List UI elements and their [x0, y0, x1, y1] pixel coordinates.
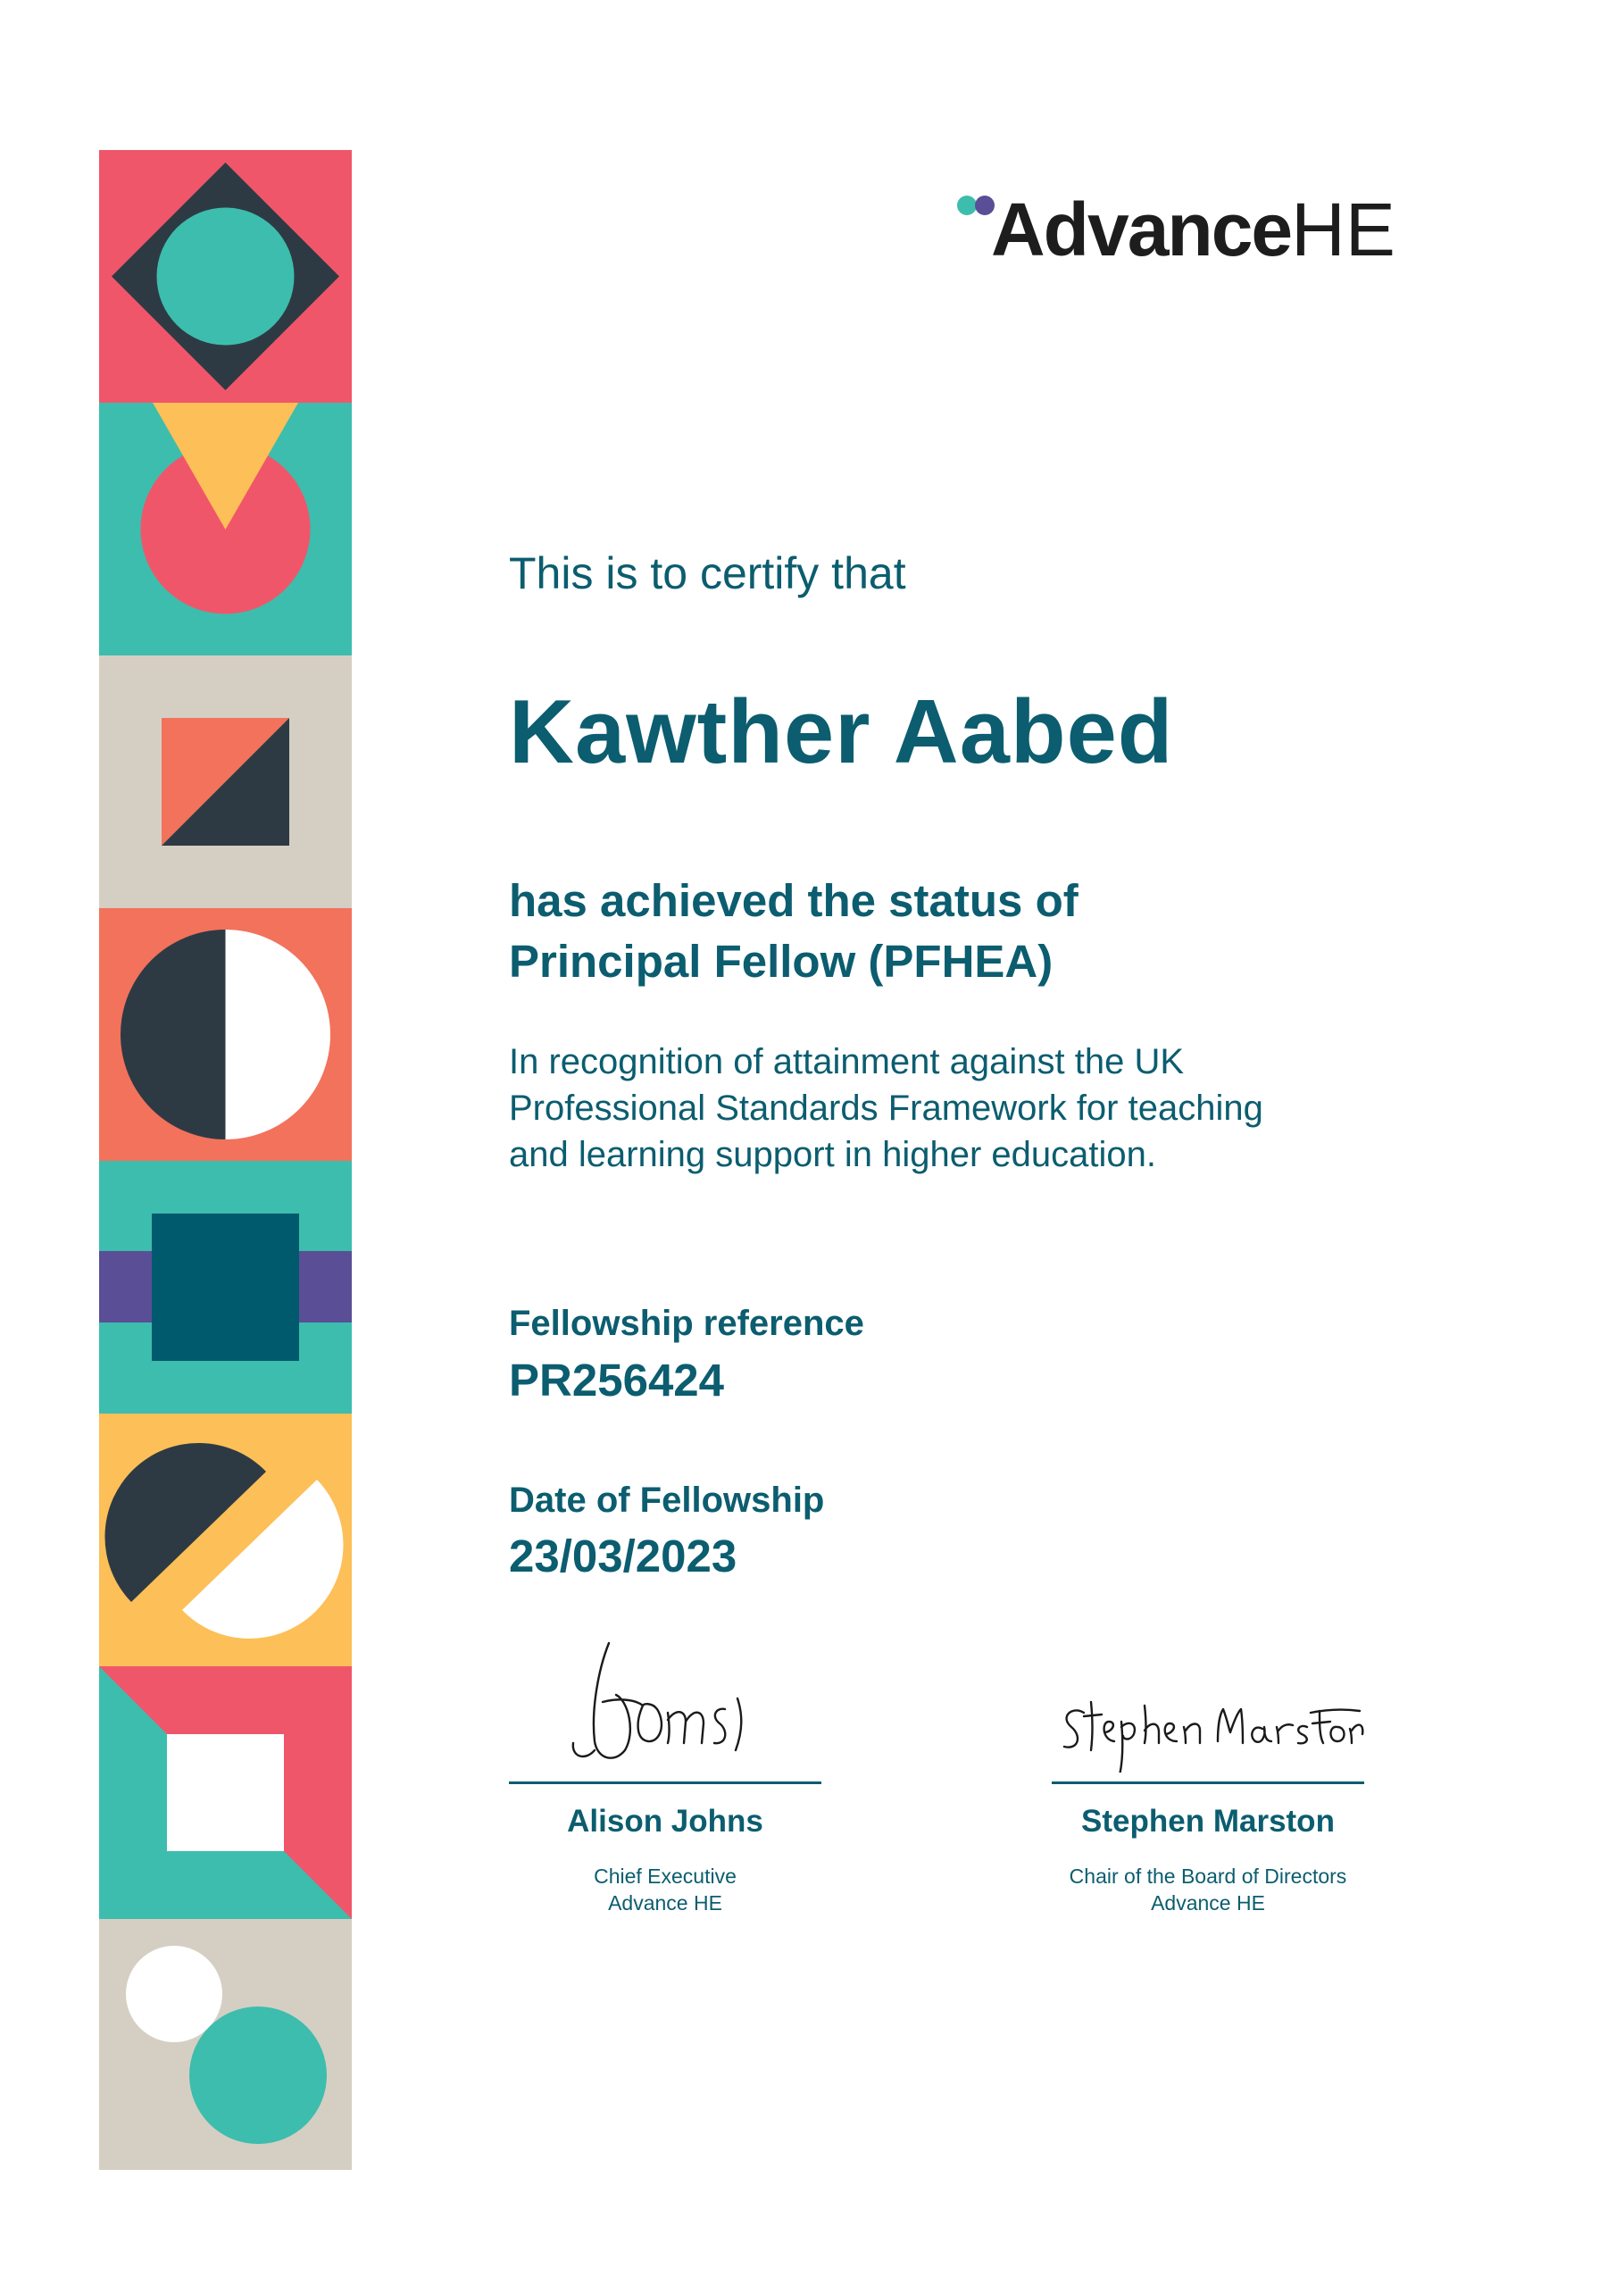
signatory-title-right: [1052, 1863, 1364, 1916]
tile-circle-triangle: [99, 403, 352, 655]
signatory-role-left: Chief Executive: [594, 1865, 737, 1888]
signatory-right: [1052, 1616, 1364, 1916]
signatory-name-left: Alison Johns: [567, 1804, 763, 1839]
tile-diamond-circle: [99, 150, 352, 403]
logo-text-he: HE: [1291, 188, 1395, 271]
signatory-name-right: Stephen Marston: [1081, 1804, 1335, 1839]
tile-split-circle: [99, 1414, 352, 1666]
signatory-org-right: Advance HE: [1151, 1891, 1265, 1915]
logo-wordmark: [991, 185, 1395, 274]
signature-stephen-marston: [1052, 1616, 1364, 1773]
signature-line-left: [509, 1781, 821, 1784]
tile-half-circle: [99, 908, 352, 1161]
signatory-org-left: Advance HE: [608, 1891, 722, 1915]
signature-alison-johns: [509, 1616, 821, 1773]
advance-he-logo: [955, 188, 1455, 272]
signatory-left: [509, 1616, 821, 1916]
recognition-text: In recognition of attainment against the UK Professional Standards Framework for teaching and learning support in higher education.: [509, 1042, 1263, 1174]
status-heading: [509, 871, 1079, 992]
fellowship-reference-label: Fellowship reference: [509, 1304, 864, 1343]
tile-split-square: [99, 655, 352, 908]
status-line-1: has achieved the status of: [509, 875, 1079, 926]
signatory-title-left: [509, 1863, 821, 1916]
decorative-pattern-strip: [99, 150, 352, 2170]
fellowship-date-value: 23/03/2023: [509, 1531, 737, 1581]
status-line-2: Principal Fellow (PFHEA): [509, 936, 1054, 987]
fellowship-date-label: Date of Fellowship: [509, 1481, 825, 1520]
recipient-name: Kawther Aabed: [509, 682, 1174, 782]
signature-line-right: [1052, 1781, 1364, 1784]
tile-two-circles: [99, 1919, 352, 2170]
tile-corner-square: [99, 1666, 352, 1919]
certify-line: This is to certify that: [509, 548, 906, 598]
fellowship-reference-value: PR256424: [509, 1355, 725, 1406]
signatory-role-right: Chair of the Board of Directors: [1069, 1865, 1347, 1888]
logo-text-advance: Advance: [991, 188, 1292, 271]
tile-square-band: [99, 1161, 352, 1414]
